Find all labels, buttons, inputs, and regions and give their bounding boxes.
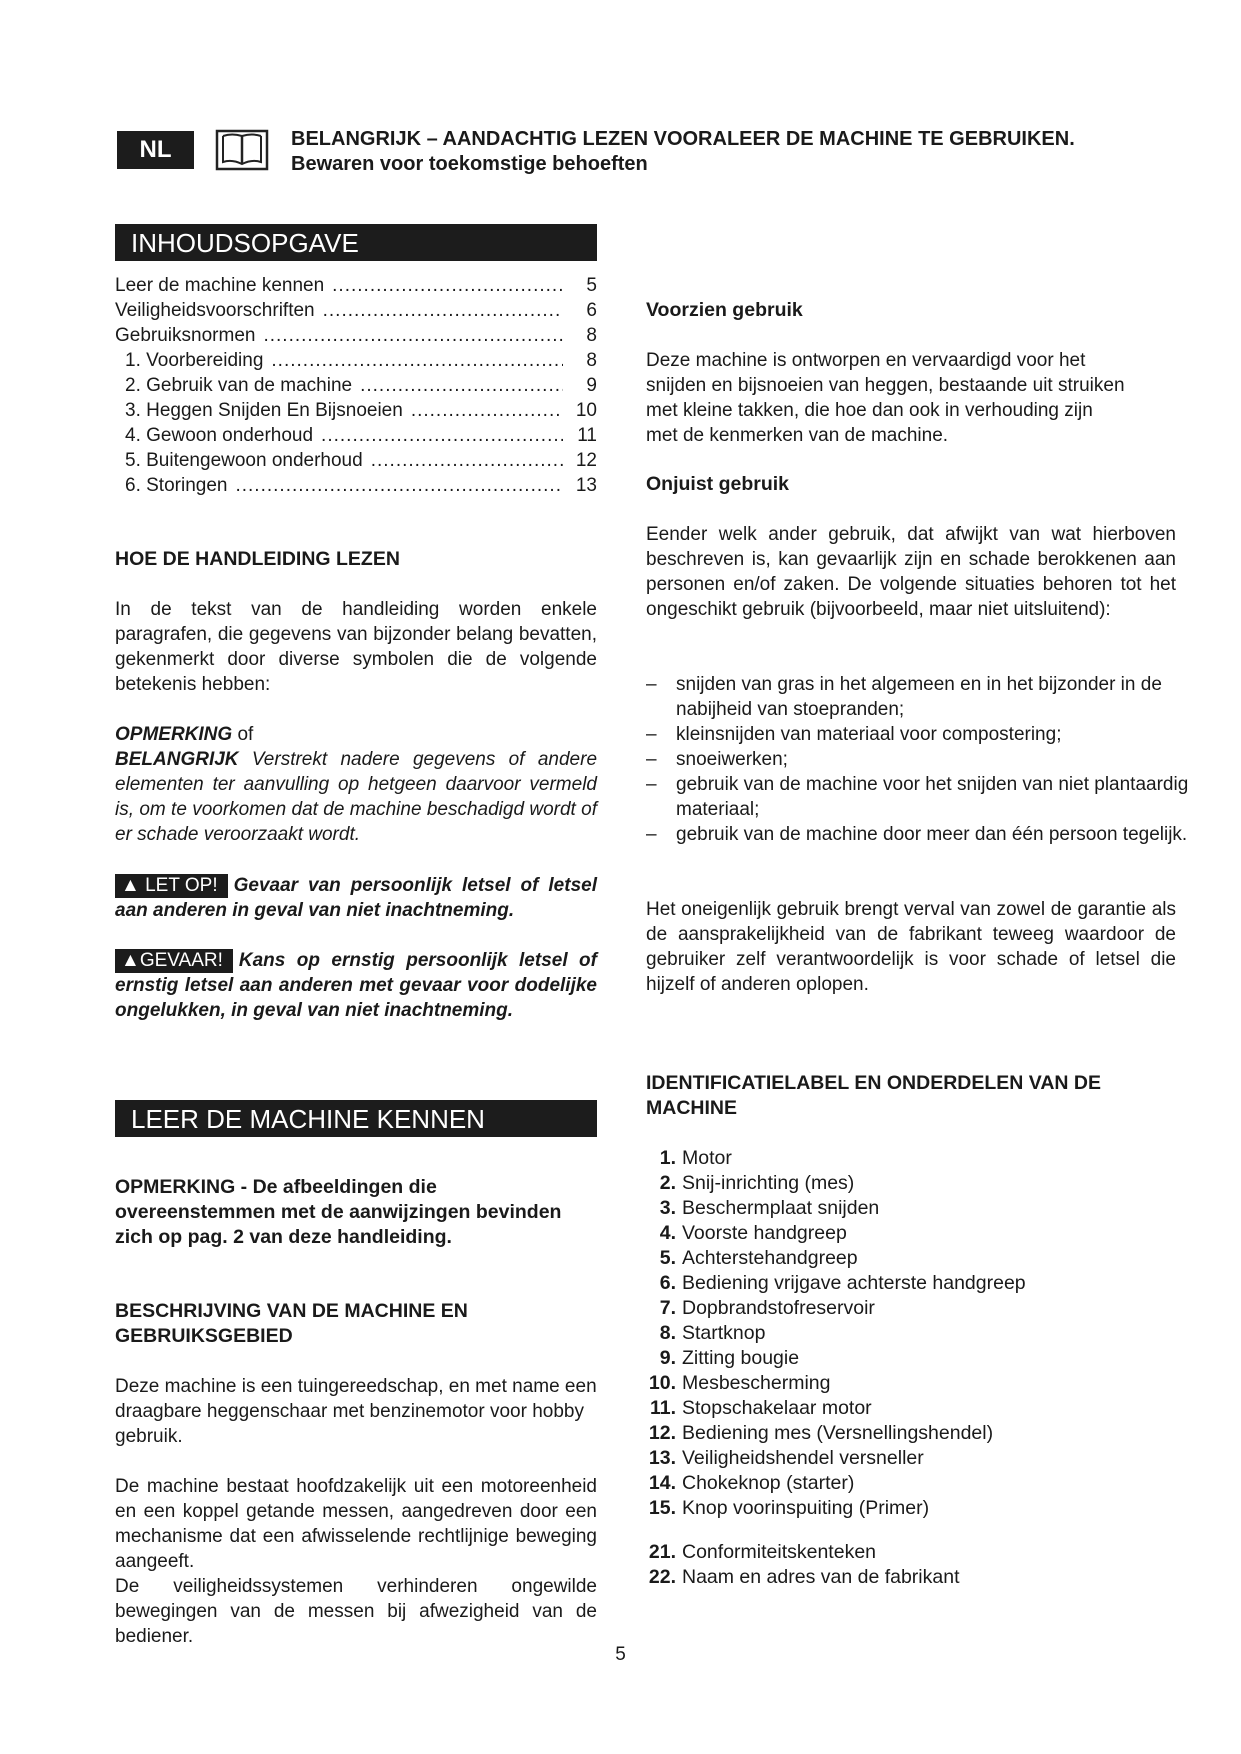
toc-item[interactable]: 2. Gebruik van de machine ..... 9 [115,373,597,398]
table-of-contents [115,273,597,498]
description-heading: BESCHRIJVING VAN DE MACHINE EN GEBRUIKSGEBIED [115,1300,468,1347]
toc-item[interactable]: 4. Gewoon onderhoud ..... 11 [115,423,597,448]
list-item: – snoeiwerken; [646,749,788,770]
list-item: 5. Achterstehandgreep [659,1247,858,1269]
list-item: 6. Bediening vrijgave achterste handgreep [659,1272,1026,1294]
reading-heading: HOE DE HANDLEIDING LEZEN [115,548,400,570]
list-item: – kleinsnijden van materiaal voor compostering; [646,724,1062,745]
reading-intro: In de tekst van de handleiding worden enkele paragrafen, die gegevens van bijzonder belang bevatten, gekenmerkt door diverse symbolen die de volgende betekenis hebben: [115,599,597,695]
list-item: 4. Voorste handgreep [659,1222,847,1244]
misuse-closing: Het oneigenlijk gebruik brengt verval van zowel de garantie als de aansprakelijkheid van de fabrikant teweeg waardoor de gebruiker zelf verantwoordelijk is voor schade of letsel die hijzelf of anderen oplopen. [646,899,1176,995]
intended-use-text: Deze machine is ontworpen en vervaardigd voor het snijden en bijsnoeien van heggen, bestaande uit struiken met kleine takken, die hoe dan ook in verhouding zijn met de kenmerken van de machine. [646,350,1125,446]
list-item: – gebruik van de machine voor het snijden van niet plantaardig materiaal; [646,774,1189,820]
note-label: OPMERKING [115,724,233,745]
description-p3: De veiligheidssystemen verhinderen ongewilde bewegingen van de messen bij afwezigheid van de bediener. [115,1576,597,1647]
note-block [115,722,597,847]
list-item: – snijden van gras in het algemeen en in het bijzonder in de nabijheid van stoepranden; [646,674,1162,720]
letop-text: Gevaar van persoonlijk letsel of letsel aan anderen in geval van niet inachtneming. [115,875,597,921]
toc-item[interactable]: Leer de machine kennen ..... 5 [115,273,597,298]
list-item: 21. Conformiteitskenteken [648,1541,877,1563]
list-item: – gebruik van de machine door meer dan één persoon tegelijk. [646,824,1188,845]
list-item: 14. Chokeknop (starter) [648,1472,855,1494]
note-of: of [237,724,254,745]
language-badge: NL [117,131,194,169]
list-item: 2. Snij-inrichting (mes) [659,1172,855,1194]
list-item: 3. Beschermplaat snijden [659,1197,880,1219]
gevaar-badge: ▲GEVAAR! [115,949,233,973]
list-item: 13. Veiligheidshendel versneller [648,1447,924,1469]
description-p2: De machine bestaat hoofdzakelijk uit een motoreenheid en een koppel getande messen, aangedreven door een mechanisme dat een afwisselende rechtlijnige beweging aangeeft. [115,1476,597,1572]
intended-use-heading: Voorzien gebruik [646,299,803,321]
gevaar-text: Kans op ernstig persoonlijk letsel of ernstig letsel aan anderen met gevaar voor dodelijke ongelukken, in geval van niet inachtneming. [115,950,597,1021]
wrong-use-heading: Onjuist gebruik [646,473,790,495]
toc-item[interactable]: Gebruiksnormen ..... 8 [115,323,597,348]
wrong-use-list [646,672,1201,847]
toc-item[interactable]: 6. Storingen ..... 13 [115,473,597,498]
header-keep-line: Bewaren voor toekomstige behoeften [291,153,648,175]
important-label: BELANGRIJK [115,749,239,770]
warning-triangle-icon: ▲ [121,875,140,896]
gevaar-block [115,948,597,1023]
note-text: Verstrekt nadere gegevens of andere elementen ter aanvulling op hetgeen daarvoor vermeld is, om te voorkomen dat de machine beschadigd wordt of er schade veroorzaakt wordt. [115,749,598,845]
toc-item[interactable]: 3. Heggen Snijden En Bijsnoeien ..... 10 [115,398,597,423]
list-item: 9. Zitting bougie [659,1347,800,1369]
list-item: 7. Dopbrandstofreservoir [659,1297,875,1319]
list-item: 12. Bediening mes (Versnellingshendel) [648,1422,994,1444]
letop-badge: ▲ LET OP! [115,874,228,898]
description-p1: Deze machine is een tuingereedschap, en met name een draagbare heggenschaar met benzinemotor voor hobby gebruik. [115,1376,597,1447]
header-warning-line: BELANGRIJK – AANDACHTIG LEZEN VOORALEER DE MACHINE TE GEBRUIKEN. [291,128,1075,150]
toc-item[interactable]: 5. Buitengewoon onderhoud ..... 12 [115,448,597,473]
list-item: 11. Stopschakelaar motor [649,1397,872,1419]
parts-list [640,1146,1026,1590]
list-item: 22. Naam en adres van de fabrikant [648,1566,960,1588]
machine-note: OPMERKING - De afbeeldingen die overeenstemmen met de aanwijzingen bevinden zich op pag. 2 van deze handleiding. [115,1176,562,1248]
machine-section-title: LEER DE MACHINE KENNEN [115,1100,597,1137]
list-item: 15. Knop voorinspuiting (Primer) [648,1497,930,1519]
list-item: 10. Mesbescherming [648,1372,831,1394]
list-item: 1. Motor [659,1147,732,1169]
letop-block [115,873,597,923]
toc-item[interactable]: 1. Voorbereiding ..... 8 [115,348,597,373]
manual-book-icon [214,128,270,172]
list-item: 8. Startknop [659,1322,766,1344]
wrong-use-text: Eender welk ander gebruik, dat afwijkt van wat hierboven beschreven is, kan gevaarlijk zijn en schade berokkenen aan personen en/of zaken. De volgende situaties behoren tot het ongeschikt gebruik (bijvoorbeeld, maar niet uitsluitend): [646,524,1176,620]
parts-heading: IDENTIFICATIELABEL EN ONDERDELEN VAN DE MACHINE [646,1072,1102,1119]
toc-item[interactable]: Veiligheidsvoorschriften ..... 6 [115,298,597,323]
toc-title: INHOUDSOPGAVE [115,224,597,261]
danger-triangle-icon: ▲ [121,950,140,971]
page-number: 5 [615,1644,626,1665]
